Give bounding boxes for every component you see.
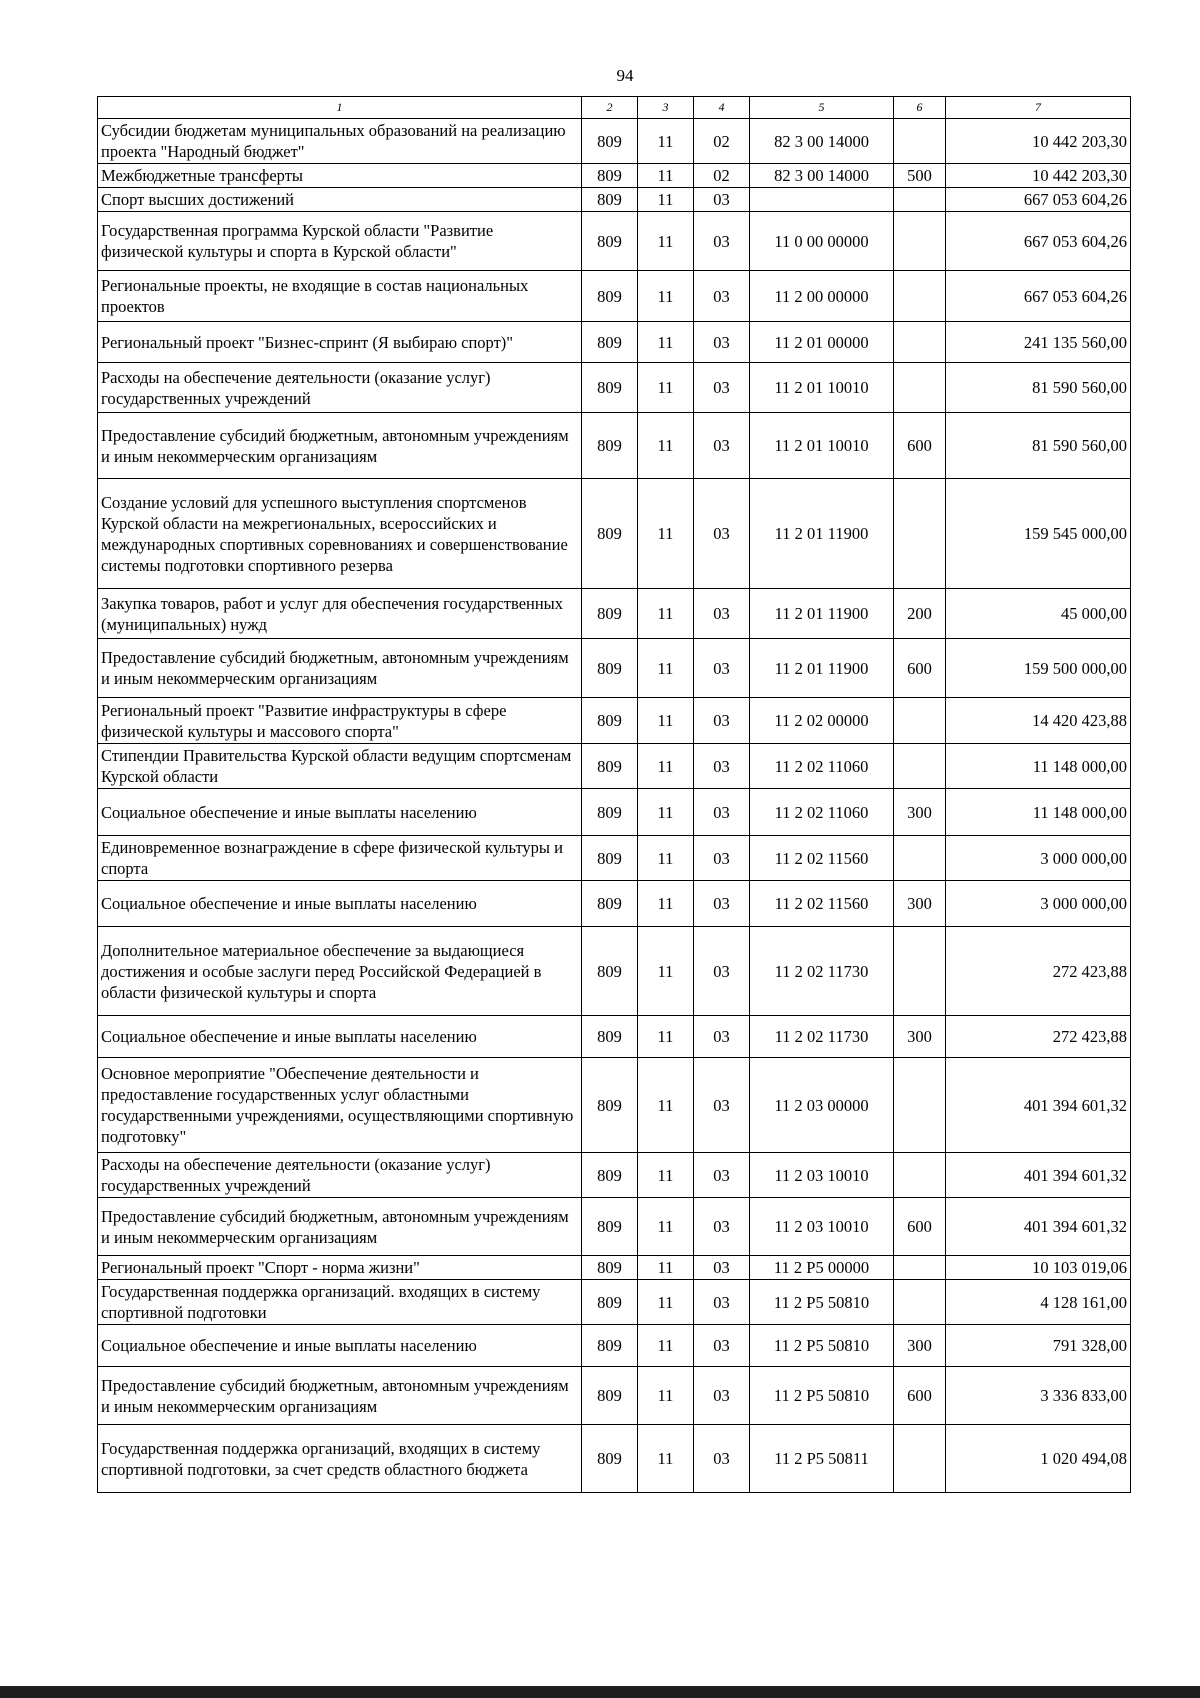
row-amount: 45 000,00 bbox=[946, 589, 1131, 639]
row-grbs-code: 809 bbox=[582, 1280, 638, 1325]
row-grbs-code: 809 bbox=[582, 589, 638, 639]
row-amount: 667 053 604,26 bbox=[946, 212, 1131, 271]
row-expense-type-code: 600 bbox=[894, 639, 946, 698]
row-amount: 241 135 560,00 bbox=[946, 322, 1131, 363]
row-expense-type-code bbox=[894, 744, 946, 789]
row-subsection-code: 03 bbox=[694, 789, 750, 836]
row-target-article-code: 11 2 P5 50810 bbox=[750, 1325, 894, 1367]
scan-edge bbox=[0, 1686, 1200, 1698]
row-name: Расходы на обеспечение деятельности (оказание услуг) государственных учреждений bbox=[98, 363, 582, 413]
row-section-code: 11 bbox=[638, 188, 694, 212]
row-expense-type-code: 600 bbox=[894, 413, 946, 479]
row-name: Спорт высших достижений bbox=[98, 188, 582, 212]
row-name: Социальное обеспечение и иные выплаты населению bbox=[98, 1325, 582, 1367]
row-expense-type-code bbox=[894, 271, 946, 322]
row-name: Региональный проект "Спорт - норма жизни" bbox=[98, 1256, 582, 1280]
row-amount: 3 000 000,00 bbox=[946, 881, 1131, 927]
row-grbs-code: 809 bbox=[582, 413, 638, 479]
row-target-article-code bbox=[750, 188, 894, 212]
row-subsection-code: 03 bbox=[694, 1198, 750, 1256]
row-expense-type-code: 600 bbox=[894, 1367, 946, 1425]
row-subsection-code: 03 bbox=[694, 639, 750, 698]
row-subsection-code: 02 bbox=[694, 119, 750, 164]
row-subsection-code: 03 bbox=[694, 1425, 750, 1493]
row-amount: 4 128 161,00 bbox=[946, 1280, 1131, 1325]
row-subsection-code: 03 bbox=[694, 271, 750, 322]
row-expense-type-code bbox=[894, 212, 946, 271]
table-row bbox=[98, 1325, 1131, 1367]
row-target-article-code: 11 2 02 11730 bbox=[750, 1016, 894, 1058]
table-row bbox=[98, 188, 1131, 212]
row-name: Дополнительное материальное обеспечение за выдающиеся достижения и особые заслуги перед Российской Федерацией в области физической культуры и спорта bbox=[98, 927, 582, 1016]
row-subsection-code: 03 bbox=[694, 881, 750, 927]
row-grbs-code: 809 bbox=[582, 881, 638, 927]
table-row bbox=[98, 744, 1131, 789]
row-expense-type-code: 300 bbox=[894, 789, 946, 836]
row-expense-type-code: 600 bbox=[894, 1198, 946, 1256]
row-grbs-code: 809 bbox=[582, 1425, 638, 1493]
row-amount: 272 423,88 bbox=[946, 1016, 1131, 1058]
table-row bbox=[98, 363, 1131, 413]
row-section-code: 11 bbox=[638, 1058, 694, 1153]
row-section-code: 11 bbox=[638, 1425, 694, 1493]
row-grbs-code: 809 bbox=[582, 164, 638, 188]
table-row bbox=[98, 589, 1131, 639]
table-row bbox=[98, 836, 1131, 881]
column-number-row bbox=[98, 97, 1131, 119]
row-section-code: 11 bbox=[638, 1280, 694, 1325]
row-expense-type-code bbox=[894, 1058, 946, 1153]
row-amount: 10 442 203,30 bbox=[946, 119, 1131, 164]
row-section-code: 11 bbox=[638, 927, 694, 1016]
row-amount: 10 103 019,06 bbox=[946, 1256, 1131, 1280]
row-subsection-code: 03 bbox=[694, 1367, 750, 1425]
row-target-article-code: 82 3 00 14000 bbox=[750, 119, 894, 164]
row-name: Социальное обеспечение и иные выплаты населению bbox=[98, 789, 582, 836]
row-subsection-code: 03 bbox=[694, 413, 750, 479]
row-section-code: 11 bbox=[638, 479, 694, 589]
row-target-article-code: 11 2 03 00000 bbox=[750, 1058, 894, 1153]
row-expense-type-code: 300 bbox=[894, 1016, 946, 1058]
row-expense-type-code bbox=[894, 836, 946, 881]
row-target-article-code: 11 2 01 11900 bbox=[750, 639, 894, 698]
row-expense-type-code bbox=[894, 1153, 946, 1198]
row-amount: 159 500 000,00 bbox=[946, 639, 1131, 698]
row-subsection-code: 03 bbox=[694, 744, 750, 789]
budget-table bbox=[97, 96, 1131, 1493]
row-subsection-code: 03 bbox=[694, 188, 750, 212]
row-grbs-code: 809 bbox=[582, 639, 638, 698]
row-expense-type-code bbox=[894, 119, 946, 164]
row-expense-type-code bbox=[894, 363, 946, 413]
row-amount: 401 394 601,32 bbox=[946, 1153, 1131, 1198]
row-grbs-code: 809 bbox=[582, 1325, 638, 1367]
row-amount: 401 394 601,32 bbox=[946, 1058, 1131, 1153]
row-name: Стипендии Правительства Курской области ведущим спортсменам Курской области bbox=[98, 744, 582, 789]
row-name: Расходы на обеспечение деятельности (оказание услуг) государственных учреждений bbox=[98, 1153, 582, 1198]
row-section-code: 11 bbox=[638, 164, 694, 188]
row-name: Государственная поддержка организаций. входящих в систему спортивной подготовки bbox=[98, 1280, 582, 1325]
row-amount: 1 020 494,08 bbox=[946, 1425, 1131, 1493]
table-row bbox=[98, 413, 1131, 479]
row-target-article-code: 11 2 P5 50811 bbox=[750, 1425, 894, 1493]
row-target-article-code: 11 2 02 11730 bbox=[750, 927, 894, 1016]
row-grbs-code: 809 bbox=[582, 119, 638, 164]
column-header-6: 6 bbox=[894, 97, 946, 119]
row-grbs-code: 809 bbox=[582, 188, 638, 212]
row-section-code: 11 bbox=[638, 836, 694, 881]
row-target-article-code: 11 2 03 10010 bbox=[750, 1198, 894, 1256]
table-row bbox=[98, 164, 1131, 188]
row-subsection-code: 03 bbox=[694, 1325, 750, 1367]
column-header-3: 3 bbox=[638, 97, 694, 119]
row-name: Предоставление субсидий бюджетным, автономным учреждениям и иным некоммерческим организациям bbox=[98, 1198, 582, 1256]
row-grbs-code: 809 bbox=[582, 744, 638, 789]
row-amount: 272 423,88 bbox=[946, 927, 1131, 1016]
row-target-article-code: 11 2 02 11560 bbox=[750, 836, 894, 881]
row-target-article-code: 82 3 00 14000 bbox=[750, 164, 894, 188]
row-name: Предоставление субсидий бюджетным, автономным учреждениям и иным некоммерческим организациям bbox=[98, 413, 582, 479]
column-header-4: 4 bbox=[694, 97, 750, 119]
row-subsection-code: 03 bbox=[694, 698, 750, 744]
row-name: Создание условий для успешного выступления спортсменов Курской области на межрегиональных, всероссийских и международных спортивных соревнованиях и совершенствование системы подготовки спортивного резерва bbox=[98, 479, 582, 589]
row-name: Социальное обеспечение и иные выплаты населению bbox=[98, 1016, 582, 1058]
column-header-7: 7 bbox=[946, 97, 1131, 119]
row-section-code: 11 bbox=[638, 1256, 694, 1280]
row-section-code: 11 bbox=[638, 1198, 694, 1256]
row-amount: 11 148 000,00 bbox=[946, 744, 1131, 789]
row-expense-type-code: 300 bbox=[894, 1325, 946, 1367]
column-header-5: 5 bbox=[750, 97, 894, 119]
table-row bbox=[98, 1425, 1131, 1493]
row-grbs-code: 809 bbox=[582, 212, 638, 271]
row-name: Единовременное вознаграждение в сфере физической культуры и спорта bbox=[98, 836, 582, 881]
row-grbs-code: 809 bbox=[582, 698, 638, 744]
row-target-article-code: 11 2 P5 50810 bbox=[750, 1367, 894, 1425]
table-row bbox=[98, 1153, 1131, 1198]
row-target-article-code: 11 2 01 10010 bbox=[750, 363, 894, 413]
row-section-code: 11 bbox=[638, 744, 694, 789]
row-amount: 159 545 000,00 bbox=[946, 479, 1131, 589]
row-grbs-code: 809 bbox=[582, 1016, 638, 1058]
row-grbs-code: 809 bbox=[582, 789, 638, 836]
column-header-1: 1 bbox=[98, 97, 582, 119]
row-amount: 11 148 000,00 bbox=[946, 789, 1131, 836]
row-subsection-code: 03 bbox=[694, 589, 750, 639]
row-amount: 81 590 560,00 bbox=[946, 413, 1131, 479]
row-expense-type-code bbox=[894, 1280, 946, 1325]
row-grbs-code: 809 bbox=[582, 927, 638, 1016]
column-header-2: 2 bbox=[582, 97, 638, 119]
row-subsection-code: 02 bbox=[694, 164, 750, 188]
row-name: Субсидии бюджетам муниципальных образований на реализацию проекта "Народный бюджет" bbox=[98, 119, 582, 164]
table-row bbox=[98, 698, 1131, 744]
row-subsection-code: 03 bbox=[694, 1280, 750, 1325]
table-row bbox=[98, 1058, 1131, 1153]
row-target-article-code: 11 2 01 10010 bbox=[750, 413, 894, 479]
row-target-article-code: 11 2 P5 50810 bbox=[750, 1280, 894, 1325]
row-target-article-code: 11 0 00 00000 bbox=[750, 212, 894, 271]
row-amount: 81 590 560,00 bbox=[946, 363, 1131, 413]
row-expense-type-code: 300 bbox=[894, 881, 946, 927]
row-subsection-code: 03 bbox=[694, 836, 750, 881]
row-amount: 401 394 601,32 bbox=[946, 1198, 1131, 1256]
row-name: Социальное обеспечение и иные выплаты населению bbox=[98, 881, 582, 927]
row-section-code: 11 bbox=[638, 789, 694, 836]
row-target-article-code: 11 2 02 11560 bbox=[750, 881, 894, 927]
row-section-code: 11 bbox=[638, 881, 694, 927]
row-subsection-code: 03 bbox=[694, 1016, 750, 1058]
row-amount: 667 053 604,26 bbox=[946, 271, 1131, 322]
row-section-code: 11 bbox=[638, 212, 694, 271]
row-subsection-code: 03 bbox=[694, 1153, 750, 1198]
row-section-code: 11 bbox=[638, 1325, 694, 1367]
row-section-code: 11 bbox=[638, 698, 694, 744]
row-amount: 14 420 423,88 bbox=[946, 698, 1131, 744]
table-row bbox=[98, 927, 1131, 1016]
row-grbs-code: 809 bbox=[582, 1256, 638, 1280]
row-grbs-code: 809 bbox=[582, 363, 638, 413]
table-row bbox=[98, 271, 1131, 322]
row-name: Закупка товаров, работ и услуг для обеспечения государственных (муниципальных) нужд bbox=[98, 589, 582, 639]
page-number: 94 bbox=[616, 66, 634, 85]
row-name: Региональные проекты, не входящие в состав национальных проектов bbox=[98, 271, 582, 322]
row-target-article-code: 11 2 00 00000 bbox=[750, 271, 894, 322]
row-target-article-code: 11 2 01 11900 bbox=[750, 589, 894, 639]
row-expense-type-code bbox=[894, 188, 946, 212]
row-section-code: 11 bbox=[638, 1367, 694, 1425]
table-row bbox=[98, 212, 1131, 271]
row-target-article-code: 11 2 02 11060 bbox=[750, 789, 894, 836]
row-section-code: 11 bbox=[638, 1016, 694, 1058]
table-row bbox=[98, 1256, 1131, 1280]
row-name: Межбюджетные трансферты bbox=[98, 164, 582, 188]
row-section-code: 11 bbox=[638, 589, 694, 639]
row-subsection-code: 03 bbox=[694, 363, 750, 413]
row-amount: 3 336 833,00 bbox=[946, 1367, 1131, 1425]
table-row bbox=[98, 881, 1131, 927]
row-section-code: 11 bbox=[638, 322, 694, 363]
row-name: Предоставление субсидий бюджетным, автономным учреждениям и иным некоммерческим организациям bbox=[98, 1367, 582, 1425]
table-row bbox=[98, 479, 1131, 589]
table-row bbox=[98, 1367, 1131, 1425]
row-section-code: 11 bbox=[638, 119, 694, 164]
row-grbs-code: 809 bbox=[582, 322, 638, 363]
row-grbs-code: 809 bbox=[582, 1058, 638, 1153]
row-name: Основное мероприятие "Обеспечение деятельности и предоставление государственных услуг областными государственными учреждениями, осуществляющими спортивную подготовку" bbox=[98, 1058, 582, 1153]
row-name: Государственная программа Курской области "Развитие физической культуры и спорта в Курской области" bbox=[98, 212, 582, 271]
row-target-article-code: 11 2 02 11060 bbox=[750, 744, 894, 789]
row-name: Предоставление субсидий бюджетным, автономным учреждениям и иным некоммерческим организациям bbox=[98, 639, 582, 698]
row-amount: 10 442 203,30 bbox=[946, 164, 1131, 188]
row-grbs-code: 809 bbox=[582, 1153, 638, 1198]
table-row bbox=[98, 639, 1131, 698]
row-target-article-code: 11 2 03 10010 bbox=[750, 1153, 894, 1198]
row-target-article-code: 11 2 01 00000 bbox=[750, 322, 894, 363]
table-row bbox=[98, 1016, 1131, 1058]
row-subsection-code: 03 bbox=[694, 927, 750, 1016]
row-subsection-code: 03 bbox=[694, 1058, 750, 1153]
row-target-article-code: 11 2 P5 00000 bbox=[750, 1256, 894, 1280]
row-name: Государственная поддержка организаций, входящих в систему спортивной подготовки, за счет средств областного бюджета bbox=[98, 1425, 582, 1493]
row-subsection-code: 03 bbox=[694, 479, 750, 589]
table-row bbox=[98, 1280, 1131, 1325]
row-expense-type-code bbox=[894, 479, 946, 589]
row-name: Региональный проект "Развитие инфраструктуры в сфере физической культуры и массового спорта" bbox=[98, 698, 582, 744]
row-section-code: 11 bbox=[638, 1153, 694, 1198]
row-grbs-code: 809 bbox=[582, 1367, 638, 1425]
row-expense-type-code bbox=[894, 1425, 946, 1493]
table-row bbox=[98, 1198, 1131, 1256]
row-expense-type-code: 500 bbox=[894, 164, 946, 188]
row-grbs-code: 809 bbox=[582, 1198, 638, 1256]
row-section-code: 11 bbox=[638, 413, 694, 479]
row-target-article-code: 11 2 01 11900 bbox=[750, 479, 894, 589]
row-expense-type-code bbox=[894, 322, 946, 363]
row-grbs-code: 809 bbox=[582, 836, 638, 881]
row-amount: 667 053 604,26 bbox=[946, 188, 1131, 212]
row-section-code: 11 bbox=[638, 363, 694, 413]
row-subsection-code: 03 bbox=[694, 322, 750, 363]
row-grbs-code: 809 bbox=[582, 271, 638, 322]
row-expense-type-code: 200 bbox=[894, 589, 946, 639]
row-subsection-code: 03 bbox=[694, 212, 750, 271]
row-amount: 791 328,00 bbox=[946, 1325, 1131, 1367]
table-row bbox=[98, 119, 1131, 164]
row-name: Региональный проект "Бизнес-спринт (Я выбираю спорт)" bbox=[98, 322, 582, 363]
row-section-code: 11 bbox=[638, 639, 694, 698]
table-row bbox=[98, 789, 1131, 836]
row-expense-type-code bbox=[894, 698, 946, 744]
row-section-code: 11 bbox=[638, 271, 694, 322]
row-subsection-code: 03 bbox=[694, 1256, 750, 1280]
row-grbs-code: 809 bbox=[582, 479, 638, 589]
table-row bbox=[98, 322, 1131, 363]
row-expense-type-code bbox=[894, 1256, 946, 1280]
row-expense-type-code bbox=[894, 927, 946, 1016]
row-amount: 3 000 000,00 bbox=[946, 836, 1131, 881]
row-target-article-code: 11 2 02 00000 bbox=[750, 698, 894, 744]
